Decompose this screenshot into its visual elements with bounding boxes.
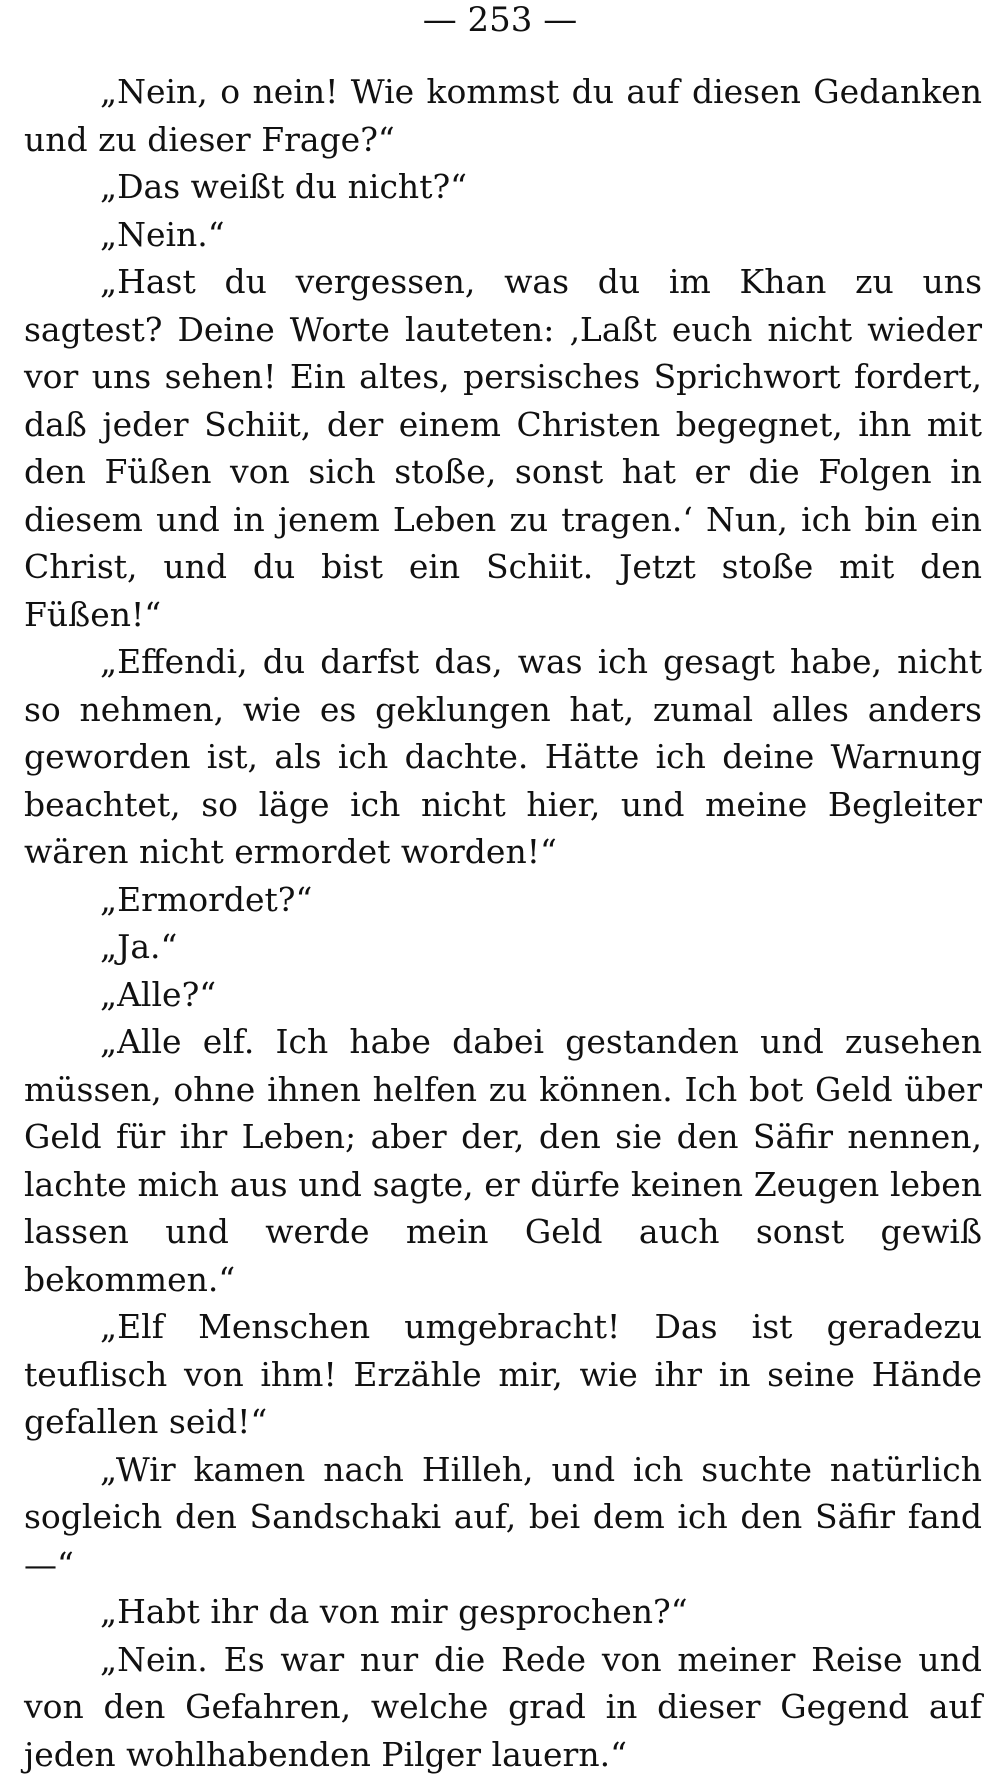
body-text [24, 68, 982, 1778]
paragraph: „Das weißt du nicht?“ [24, 163, 982, 211]
paragraph: „Ja.“ [24, 923, 982, 971]
paragraph: „Habt ihr da von mir gesprochen?“ [24, 1588, 982, 1636]
paragraph: „Nein. Es war nur die Rede von meiner Reise und von den Gefahren, welche grad in dieser Gegend auf jeden wohlhabenden Pilger lauern.“ [24, 1636, 982, 1778]
paragraph: „Elf Menschen umgebracht! Das ist geradezu teuflisch von ihm! Erzähle mir, wie ihr in seine Hände gefallen seid!“ [24, 1303, 982, 1446]
paragraph: „Effendi, du darfst das, was ich gesagt habe, nicht so nehmen, wie es geklungen hat, zumal alles anders geworden ist, als ich dachte. Hätte ich deine Warnung beachtet, so läge ich nicht hier, und meine Begleiter wären nicht ermordet worden!“ [24, 638, 982, 876]
page-number: — 253 — [0, 0, 1000, 44]
paragraph: „Wir kamen nach Hilleh, und ich suchte natürlich sogleich den Sandschaki auf, bei dem ich den Säfir fand —“ [24, 1446, 982, 1589]
paragraph: „Nein.“ [24, 211, 982, 259]
paragraph: „Alle elf. Ich habe dabei gestanden und zusehen müssen, ohne ihnen helfen zu können. Ich bot Geld über Geld für ihr Leben; aber der, den sie den Säfir nennen, lachte mich aus und sagte, er dürfe keinen Zeugen leben lassen und werde mein Geld auch sonst gewiß bekommen.“ [24, 1018, 982, 1303]
paragraph: „Ermordet?“ [24, 876, 982, 924]
paragraph: „Alle?“ [24, 971, 982, 1019]
paragraph: „Nein, o nein! Wie kommst du auf diesen Gedanken und zu dieser Frage?“ [24, 68, 982, 163]
paragraph: „Hast du vergessen, was du im Khan zu uns sagtest? Deine Worte lauteten: ‚Laßt euch nicht wieder vor uns sehen! Ein altes, persisches Sprichwort fordert, daß jeder Schiit, der einem Christen begegnet, ihn mit den Füßen von sich stoße, sonst hat er die Folgen in diesem und in jenem Leben zu tragen.‘ Nun, ich bin ein Christ, und du bist ein Schiit. Jetzt stoße mit den Füßen!“ [24, 258, 982, 638]
